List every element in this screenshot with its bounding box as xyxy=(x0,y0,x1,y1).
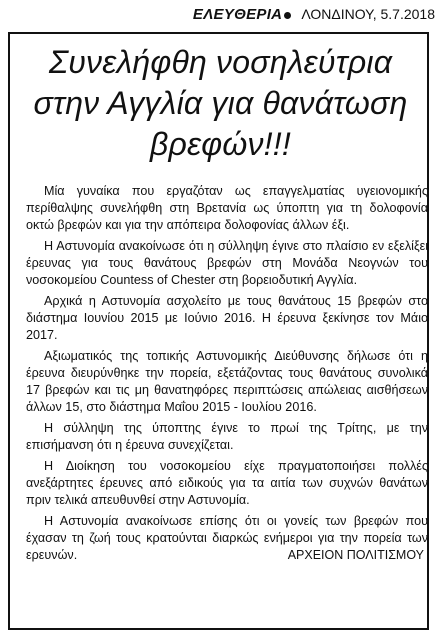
headline xyxy=(10,42,431,165)
paragraph-7: Η Αστυνομία ανακοίνωσε επίσης ότι οι γονείς των βρεφών που έχασαν τη ζωή τους κρατούνται διαρκώς ενήμεροι για την πορεία των ερευνών. xyxy=(26,514,428,562)
paragraph-3: Αρχικά η Αστυνομία ασχολείτο με τους θανάτους 15 βρεφών στο διάστημα Ιουνίου 2015 με Ιούνιο 2016. Η έρευνα ξεκίνησε τον Μάιο 2017. xyxy=(26,294,428,342)
newspaper-name xyxy=(193,6,291,23)
dateline: ΛΟΝΔΙΝΟΥ, 5.7.2018 xyxy=(301,6,435,22)
paragraph-5: Η σύλληψη της ύποπτης έγινε το πρωί της Τρίτης, με την επισήμανση ότι η έρευνα συνεχίζεται. xyxy=(26,421,428,452)
headline-line-3: βρεφών!!! xyxy=(150,126,291,162)
paragraph-1: Μία γυναίκα που εργαζόταν ως επαγγελματίας υγειονομικής περίθαλψης συνελήφθη στη Βρετανία ως ύποπτη για τη δολοφονία οκτώ βρεφών και για την απόπειρα δολοφονίας άλλων έξι. xyxy=(26,184,428,232)
paragraph-2: Η Αστυνομία ανακοίνωσε ότι η σύλληψη έγινε στο πλαίσιο εν εξελίξει έρευνας για τους θανάτους βρεφών στη Μονάδα Νεογνών του νοσοκομείου Countess of Chester στη βορειοδυτική Αγγλία. xyxy=(26,239,428,287)
bullet-dot-icon xyxy=(284,12,291,19)
masthead xyxy=(0,6,435,30)
newspaper-name-text: ΕΛΕΥΘΕΡΙΑ xyxy=(192,6,283,23)
paragraph-6: Η Διοίκηση του νοσοκομείου είχε πραγματοποιήσει πολλές ανεξάρτητες έρευνες από ειδικούς για τα αιτία των συχνών θανάτων πριν τελικά απευθυνθεί στην Αστυνομία. xyxy=(26,459,428,507)
headline-line-1: Συνελήφθη νοσηλεύτρια xyxy=(48,44,393,80)
byline: ΑΡΧΕΙΟΝ ΠΟΛΙΤΙΣΜΟΥ xyxy=(287,548,424,562)
article-body xyxy=(26,183,428,564)
paragraph-4: Αξιωματικός της τοπικής Αστυνομικής Διεύθυνσης δήλωσε ότι η έρευνα διευρύνθηκε την πορεία, εξετάζοντας τους θανάτους συνολικά 17 βρεφών και τις μη θανατηφόρες περιπτώσεις απώλειας αισθήσεων άλλων 15, στο διάστημα Μαΐου 2015 - Ιουλίου 2016. xyxy=(26,349,428,414)
headline-line-2: στην Αγγλία για θανάτωση xyxy=(33,85,408,121)
